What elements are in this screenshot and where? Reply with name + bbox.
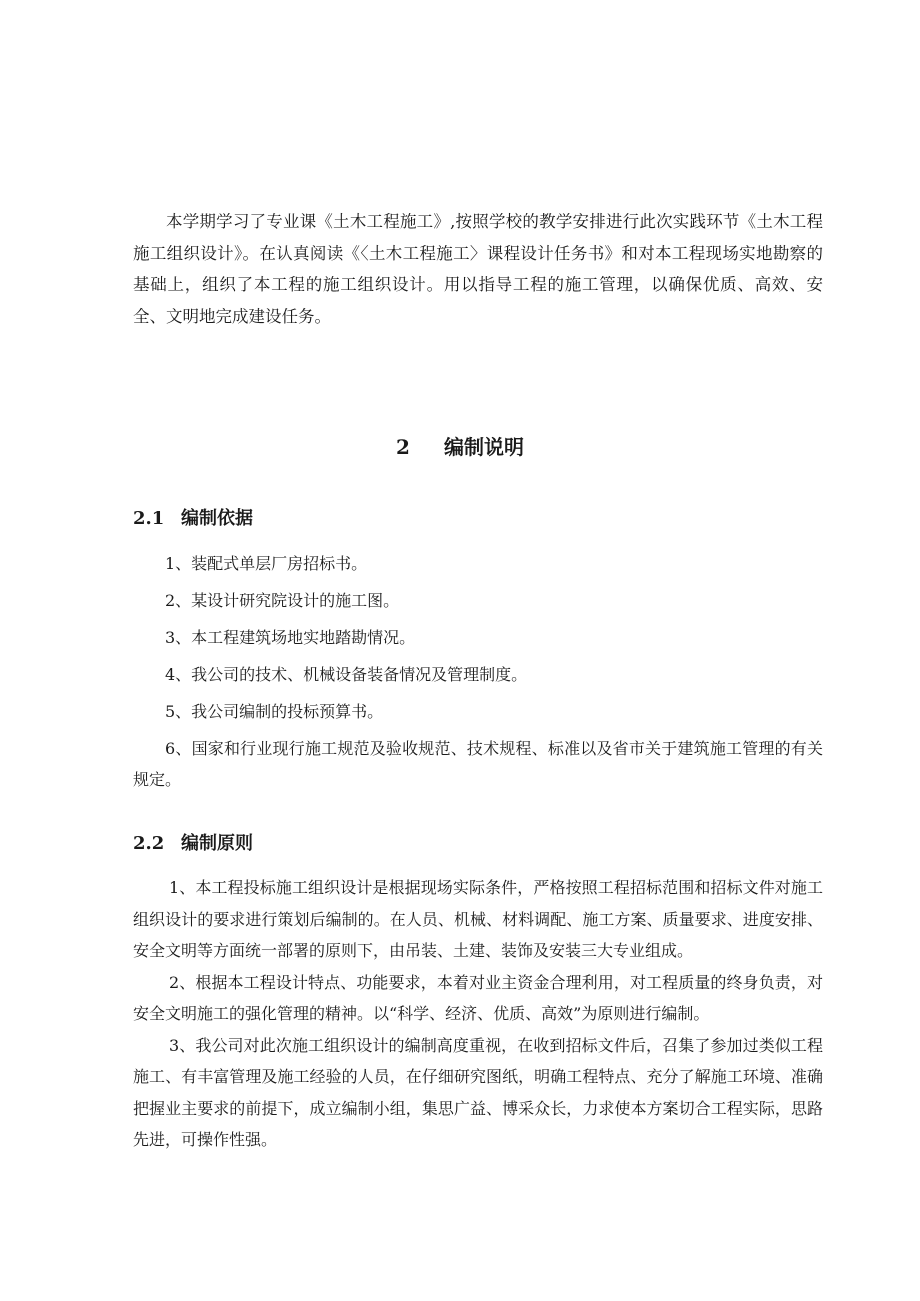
principles-body (133, 872, 823, 1156)
section-title: 编制依据 (181, 508, 253, 529)
chapter-title: 编制说明 (444, 435, 524, 459)
section-number: 2.2 (133, 833, 165, 854)
section-heading-basis (133, 504, 253, 530)
chapter-heading (0, 431, 920, 460)
list-item: 1、装配式单层厂房招标书。 (165, 554, 368, 573)
section-title: 编制原则 (181, 833, 253, 854)
intro-paragraph: 本学期学习了专业课《土木工程施工》,按照学校的教学安排进行此次实践环节《土木工程施工组织设计》。在认真阅读《〈土木工程施工〉课程设计任务书》和对本工程现场实地勘察的基础上，组织了本工程的施工组织设计。用以指导工程的施工管理，以确保优质、高效、安全、文明地完成建设任务。 (133, 212, 823, 326)
principle-paragraph: 1、本工程投标施工组织设计是根据现场实际条件，严格按照工程招标范围和招标文件对施工组织设计的要求进行策划后编制的。在人员、机械、材料调配、施工方案、质量要求、进度安排、安全文明等方面统一部署的原则下，由吊装、土建、装饰及安装三大专业组成。 (133, 878, 823, 960)
section-heading-principles (133, 829, 253, 855)
principle-paragraph: 2、根据本工程设计特点、功能要求，本着对业主资金合理利用，对工程质量的终身负责，对安全文明施工的强化管理的精神。以“科学、经济、优质、高效”为原则进行编制。 (133, 972, 823, 1023)
list-item: 3、本工程建筑场地实地踏勘情况。 (165, 628, 416, 647)
chapter-number: 2 (396, 435, 410, 459)
basis-list (133, 548, 823, 801)
list-item: 5、我公司编制的投标预算书。 (165, 702, 384, 721)
list-item: 4、我公司的技术、机械设备装备情况及管理制度。 (165, 665, 528, 684)
section-number: 2.1 (133, 508, 165, 529)
list-item: 2、某设计研究院设计的施工图。 (165, 591, 400, 610)
principle-paragraph: 3、我公司对此次施工组织设计的编制高度重视，在收到招标文件后，召集了参加过类似工程施工、有丰富管理及施工经验的人员，在仔细研究图纸，明确工程特点、充分了解施工环境、准确把握业主要求的前提下，成立编制小组，集思广益、博采众长，力求使本方案切合工程实际，思路先进，可操作性强。 (133, 1035, 823, 1149)
list-item: 6、国家和行业现行施工规范及验收规范、技术规程、标准以及省市关于建筑施工管理的有关规定。 (133, 739, 823, 789)
